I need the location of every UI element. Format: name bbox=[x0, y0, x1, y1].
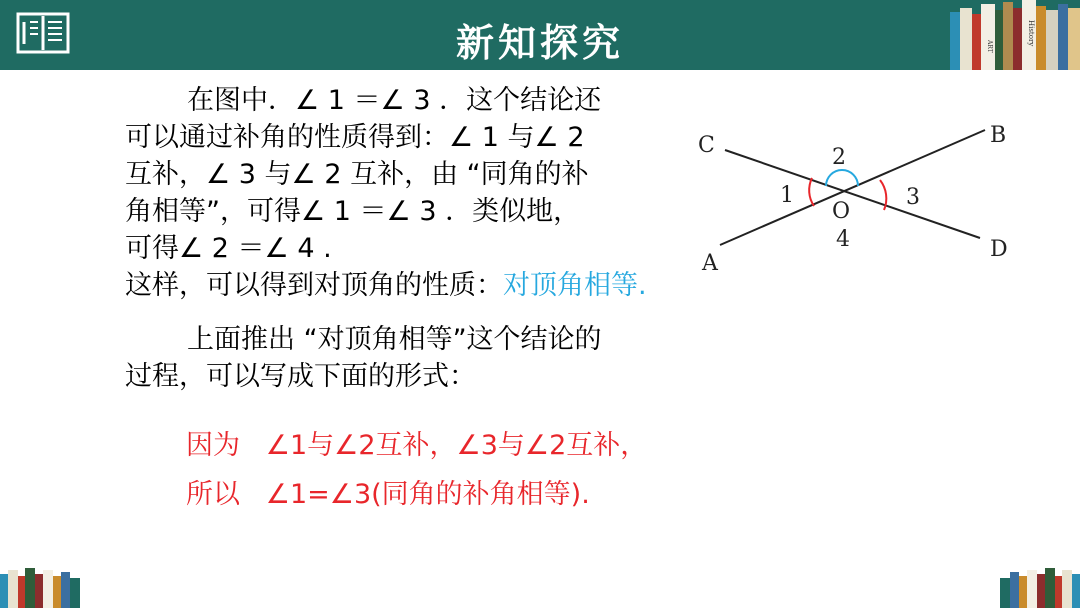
intersecting-lines-diagram bbox=[690, 110, 1030, 270]
paragraph-1-line-2: 可以通过补角的性质得到：∠ 1 与∠ 2 bbox=[125, 122, 585, 153]
conclusion-line bbox=[125, 267, 647, 304]
paragraph-1-line-3: 互补，∠ 3 与∠ 2 互补，由 “同角的补 bbox=[125, 159, 589, 190]
history-spine-label: History bbox=[1027, 20, 1035, 47]
art-spine-label: ART bbox=[986, 40, 993, 53]
bookshelf-decoration bbox=[950, 0, 1080, 70]
label-O: O bbox=[832, 199, 851, 224]
paragraph-1-line-5: 可得∠ 2 ＝∠ 4 . bbox=[125, 233, 332, 264]
line-CD bbox=[725, 150, 980, 238]
proof-line-1: 因为 ∠1与∠2互补，∠3与∠2互补， bbox=[186, 430, 648, 461]
paragraph-2-line-1: 上面推出 “对顶角相等”这个结论的 bbox=[187, 324, 602, 355]
label-angle-3: 3 bbox=[906, 185, 920, 210]
paragraph-2 bbox=[125, 321, 602, 395]
line-AB bbox=[720, 130, 985, 245]
proof-line-2: 所以 ∠1=∠3(同角的补角相等). bbox=[186, 479, 590, 510]
paragraph-1 bbox=[125, 82, 647, 304]
label-D: D bbox=[990, 237, 1008, 262]
paragraph-1-line-4: 角相等”，可得∠ 1 ＝∠ 3 ．类似地， bbox=[125, 196, 581, 227]
bookshelf-decoration-bottom-left bbox=[0, 568, 80, 608]
header-bar bbox=[0, 0, 1080, 70]
label-angle-2: 2 bbox=[832, 145, 846, 170]
label-A: A bbox=[702, 251, 718, 270]
label-angle-4: 4 bbox=[836, 227, 850, 252]
bookshelf-decoration-bottom-right bbox=[1000, 568, 1080, 608]
paragraph-1-line-1: 在图中．∠ 1 ＝∠ 3 ．这个结论还 bbox=[187, 85, 602, 116]
conclusion-highlight: 对顶角相等. bbox=[503, 270, 647, 301]
label-C: C bbox=[698, 133, 715, 158]
conclusion-prefix: 这样，可以得到对顶角的性质： bbox=[125, 270, 503, 301]
angle-2-mark bbox=[826, 170, 858, 186]
label-B: B bbox=[990, 123, 1007, 148]
label-angle-1: 1 bbox=[780, 183, 794, 208]
paragraph-2-line-2: 过程，可以写成下面的形式： bbox=[125, 361, 476, 392]
angle-1-mark bbox=[809, 178, 814, 206]
page-title: 新知探究 bbox=[455, 20, 624, 65]
